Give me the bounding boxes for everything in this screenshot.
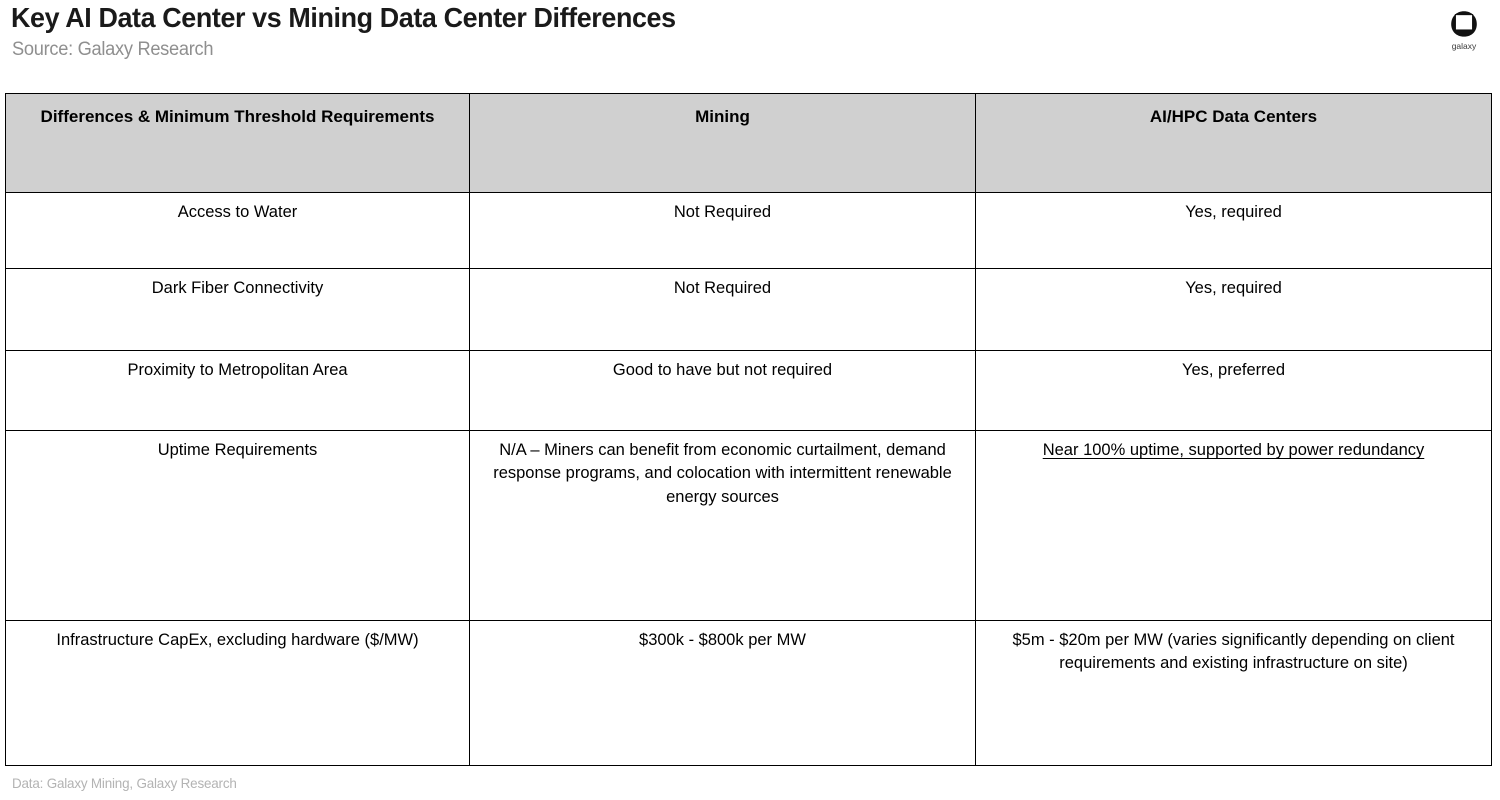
table-row	[6, 269, 1492, 351]
cell-mining	[470, 269, 976, 351]
cell-text: Not Required	[673, 279, 772, 297]
cell-criterion	[6, 269, 470, 351]
cell-text: N/A – Miners can benefit from economic curtailment, demand response programs, and colocation with intermittent renewable energy sources	[493, 441, 952, 506]
cell-text: Dark Fiber Connectivity	[151, 279, 324, 297]
comparison-table	[5, 93, 1492, 766]
cell-text: Proximity to Metropolitan Area	[127, 361, 348, 379]
page-title: Key AI Data Center vs Mining Data Center Differences	[11, 2, 676, 33]
brand-label: galaxy	[1451, 41, 1477, 51]
cell-text: Infrastructure CapEx, excluding hardware ($/MW)	[56, 631, 419, 649]
table-row	[6, 621, 1492, 766]
cell-criterion	[6, 351, 470, 431]
cell-text: Uptime Requirements	[157, 441, 318, 459]
table-row	[6, 431, 1492, 621]
cell-text: Yes, preferred	[1181, 361, 1286, 379]
table-header-row	[6, 94, 1492, 193]
cell-ai-hpc	[976, 351, 1492, 431]
cell-criterion	[6, 621, 470, 766]
cell-mining	[470, 431, 976, 621]
cell-text: Yes, required	[1185, 279, 1282, 297]
table-row	[6, 193, 1492, 269]
cell-text: Yes, required	[1185, 203, 1282, 221]
column-header-ai-hpc: AI/HPC Data Centers	[976, 94, 1492, 193]
comparison-table-container	[5, 93, 1491, 765]
page-header	[0, 0, 1500, 90]
cell-text: $5m - $20m per MW (varies significantly depending on client requirements and existing infrastructure on site)	[1012, 631, 1455, 673]
cell-text: Not Required	[673, 203, 772, 221]
column-header-criterion: Differences & Minimum Threshold Requirements	[6, 94, 470, 193]
cell-text: Good to have but not required	[612, 361, 833, 379]
brand-logo	[1438, 10, 1490, 62]
cell-ai-hpc	[976, 431, 1492, 621]
cell-text: Access to Water	[177, 203, 298, 221]
table-row	[6, 351, 1492, 431]
cell-mining	[470, 351, 976, 431]
cell-mining	[470, 193, 976, 269]
cell-text: Near 100% uptime, supported by power redundancy	[1042, 441, 1425, 459]
cell-text: $300k - $800k per MW	[639, 631, 806, 649]
column-header-mining: Mining	[470, 94, 976, 193]
page-subtitle-source: Source: Galaxy Research	[12, 39, 214, 60]
cell-ai-hpc	[976, 621, 1492, 766]
cell-ai-hpc	[976, 193, 1492, 269]
cell-criterion	[6, 431, 470, 621]
cell-ai-hpc	[976, 269, 1492, 351]
cell-mining	[470, 621, 976, 766]
cell-criterion	[6, 193, 470, 269]
footer-data-source: Data: Galaxy Mining, Galaxy Research	[12, 775, 237, 791]
galaxy-logo-icon	[1449, 10, 1479, 40]
